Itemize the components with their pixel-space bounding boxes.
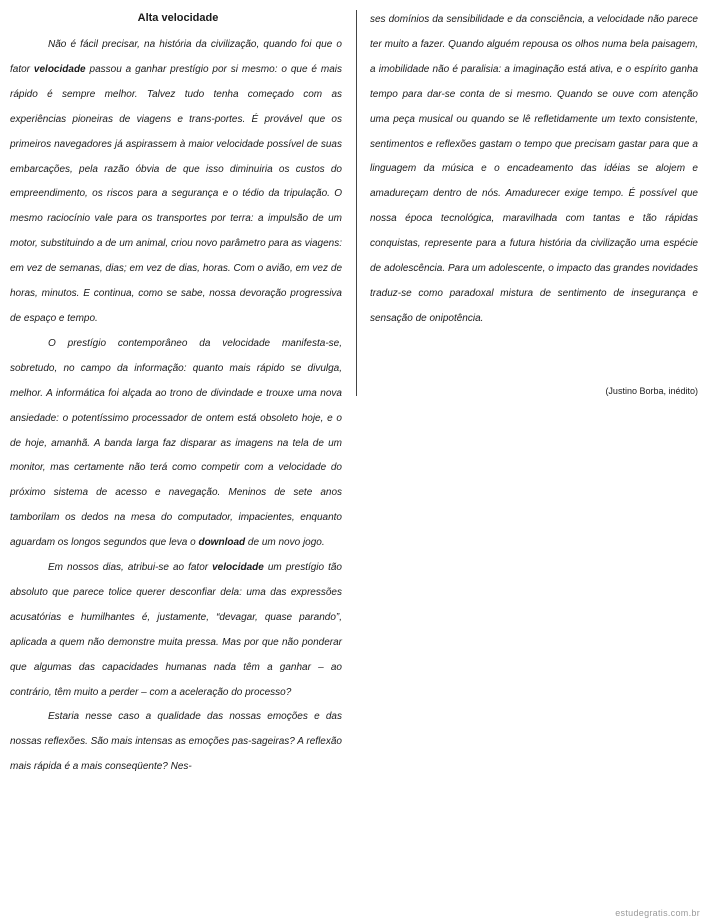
paragraph-3	[10, 556, 342, 705]
paragraph-2-text-b: de um novo jogo.	[245, 537, 325, 549]
left-column	[10, 33, 342, 780]
site-watermark: estudegratis.com.br	[615, 908, 700, 918]
paragraph-1	[10, 33, 342, 332]
paragraph-1-text-a: Não é fácil precisar, na história da civilização, quando foi que o fator	[10, 39, 342, 75]
paragraph-2-bold-term: download	[198, 537, 246, 549]
column-divider	[356, 10, 357, 396]
paragraph-3-text-b: um prestígio tão absoluto que parece tolice querer desconfiar dela: uma das expressões acusatórias e humilhantes é, justamente, “devagar, quase parando”, aplicada a quem não demonstre muita pressa. Mas por que não ponderar que algumas das capacidades humanas nada têm a ganhar – ao contrário, têm muito a perder – com a aceleração do processo?	[10, 562, 342, 698]
article-title: Alta velocidade	[137, 12, 219, 24]
paragraph-3-bold-term: velocidade	[212, 562, 264, 574]
paragraph-1-bold-term: velocidade	[33, 63, 86, 75]
source-credit: (Justino Borba, inédito)	[605, 386, 698, 396]
paragraph-1-text-b: passou a ganhar prestígio por si mesmo: o que é mais rápido é sempre melhor. Talvez tudo tenha começado com as experiências pioneiras de viagens e trans-portes. É provável que os primeiros navegadores já aspirassem à maior velocidade possível de suas embarcações, pela razão óbvia de que isso diminuiria os custos do empreendimento, os riscos para a segurança e o tédio da tripulação. O mesmo raciocínio vale para os transportes por terra: a impulsão de um motor, substituindo a de um animal, criou novo parâmetro para as viagens: em vez de semanas, dias; em vez de dias, horas. Com o avião, em vez de horas, minutos. E continua, como se sabe, nossa devoração progressiva de espaço e tempo.	[10, 63, 342, 324]
paragraph-4: Estaria nesse caso a qualidade das nossas emoções e das nossas reflexões. São mais intensas as emoções pas-sageiras? A reflexão mais rápida é a mais conseqüente? Nes-	[10, 711, 342, 773]
paragraph-2	[10, 332, 342, 556]
paragraph-4-continued: ses domínios da sensibilidade e da consciência, a velocidade não parece ter muito a fazer. Quando alguém repousa os olhos numa bela paisagem, a imobilidade não é paralisia: a imaginação está ativa, e o espírito ganha tempo para dar-se conta de si mesmo. Quando se ouve com atenção uma peça musical ou quando se lê refletidamente um texto consistente, sentimentos e reflexões gastam o tempo que precisam gastar para que a linguagem da música e o encadeamento das idéias se alojem e amadureçam dentro de nós. Amadurecer exige tempo. É possível que nossa época tecnológica, maravilhada com tantas e tão rápidas conquistas, represente para a futura história da civilização uma espécie de adolescência. Para um adolescente, o impacto das grandes novidades traduz-se como paradoxal mistura de sentimento de insegurança e sensação de onipotência.	[370, 14, 698, 324]
paragraph-3-text-a: Em nossos dias, atribui-se ao fator	[48, 562, 213, 574]
right-column	[370, 8, 698, 332]
paragraph-2-text-a: O prestígio contemporâneo da velocidade manifesta-se, sobretudo, no campo da informação: quanto mais rápido se divulga, melhor. A informática foi alçada ao trono de divindade e trouxe uma nova ansiedade: o potentíssimo processador de ontem está obsoleto hoje, e o de hoje, amanhã. A banda larga faz disparar as imagens na tela de um monitor, mas certamente não terá como competir com a velocidade do próximo sistema de acesso e navegação. Meninos de sete anos tamborilam os dedos na mesa do computador, impacientes, enquanto aguardam os longos segundos que leva o	[10, 337, 342, 549]
